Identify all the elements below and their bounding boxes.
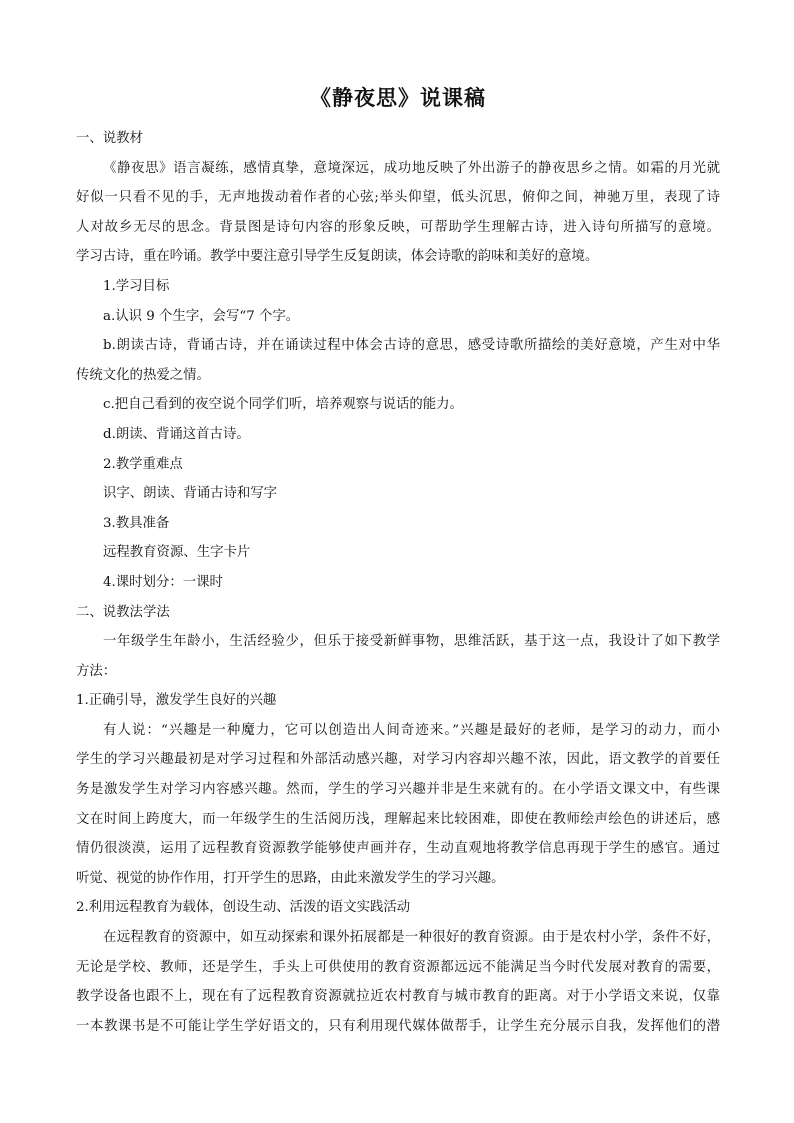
paragraph-line: 远程教育资源、生字卡片 [103, 545, 251, 561]
document-page [76, 0, 720, 1123]
paragraph-line: 有人说：“兴趣是一种魔力，它可以创造出人间奇迹来。”兴趣是最好的老师，是学习的动力，而小 [103, 722, 720, 738]
paragraph-line: 方法： [76, 663, 117, 679]
subsection-heading: 2.教学重难点 [103, 456, 183, 472]
list-item: a.认识 9 个生字，会写“7 个字。 [103, 308, 300, 324]
paragraph-line: 识字、朗读、背诵古诗和写字 [103, 486, 278, 502]
paragraph-line: 听觉、视觉的协作作用，打开学生的思路，由此来激发学生的学习兴趣。 [76, 870, 505, 886]
list-item: c.把自己看到的夜空说个同学们听，培养观察与说话的能力。 [103, 397, 463, 413]
subsection-heading: 1.学习目标 [103, 278, 170, 294]
paragraph-line: 好似一只看不见的手，无声地拨动着作者的心弦;举头仰望，低头沉思，俯仰之间，神驰万里，表现了诗 [76, 190, 720, 206]
paragraph-line: 一年级学生年龄小，生活经验少，但乐于接受新鲜事物，思维活跃，基于这一点，我设计了如下教学 [103, 634, 720, 650]
paragraph-line: 无论是学校、教师，还是学生，手头上可供使用的教育资源都远远不能满足当今时代发展对教育的需要， [76, 959, 720, 975]
list-item: d.朗读、背诵这首古诗。 [103, 426, 250, 442]
paragraph-line: 人对故乡无尽的思念。背景图是诗句内容的形象反映，可帮助学生理解古诗，进入诗句所描写的意境。 [76, 219, 720, 235]
list-item-continuation: 传统文化的热爱之情。 [76, 367, 210, 383]
subsection-heading: 4.课时划分：一课时 [103, 574, 223, 590]
paragraph-line: 务是激发学生对学习内容感兴趣。然而，学生的学习兴趣并非是生来就有的。在小学语文课文中，有些课 [76, 782, 720, 798]
paragraph-line: 情仍很淡漠，运用了远程教育资源教学能够使声画并存，生动直观地将教学信息再现于学生的感官。通过 [76, 841, 720, 857]
section-heading: 二、说教法学法 [76, 604, 170, 620]
paragraph-line: 教学设备也跟不上，现在有了远程教育资源就拉近农村教育与城市教育的距离。对于小学语文来说，仅靠 [76, 989, 720, 1005]
section-heading: 一、说教材 [76, 131, 143, 146]
document-title: 《静夜思》说课稿 [310, 86, 486, 110]
paragraph-line: 学生的学习兴趣最初是对学习过程和外部活动感兴趣，对学习内容却兴趣不浓，因此，语文教学的首要任 [76, 752, 720, 768]
subsection-heading: 1.正确引导，激发学生良好的兴趣 [76, 693, 277, 709]
paragraph-line: 在远程教育的资源中，如互动探索和课外拓展都是一种很好的教育资源。由于是农村小学，条件不好， [103, 930, 720, 946]
paragraph-line: 学习古诗，重在吟诵。教学中要注意引导学生反复朗读，体会诗歌的韵味和美好的意境。 [76, 249, 599, 265]
list-item: b.朗读古诗，背诵古诗，并在诵读过程中体会古诗的意思，感受诗歌所描绘的美好意境，产生对中华 [103, 338, 720, 354]
paragraph-line: 一本教课书是不可能让学生学好语文的，只有利用现代媒体做帮手，让学生充分展示自我，发挥他们的潜 [76, 1018, 720, 1034]
subsection-heading: 3.教具准备 [103, 515, 170, 531]
paragraph-line: 《静夜思》语言凝练，感情真挚，意境深远，成功地反映了外出游子的静夜思乡之情。如霜的月光就 [103, 160, 720, 176]
paragraph-line: 文在时间上跨度大，而一年级学生的生活阅历浅，理解起来比较困难，即使在教师绘声绘色的讲述后，感 [76, 811, 720, 827]
document-body [76, 124, 720, 1041]
subsection-heading: 2.利用远程教育为载体，创设生动、活泼的语文实践活动 [76, 900, 411, 916]
